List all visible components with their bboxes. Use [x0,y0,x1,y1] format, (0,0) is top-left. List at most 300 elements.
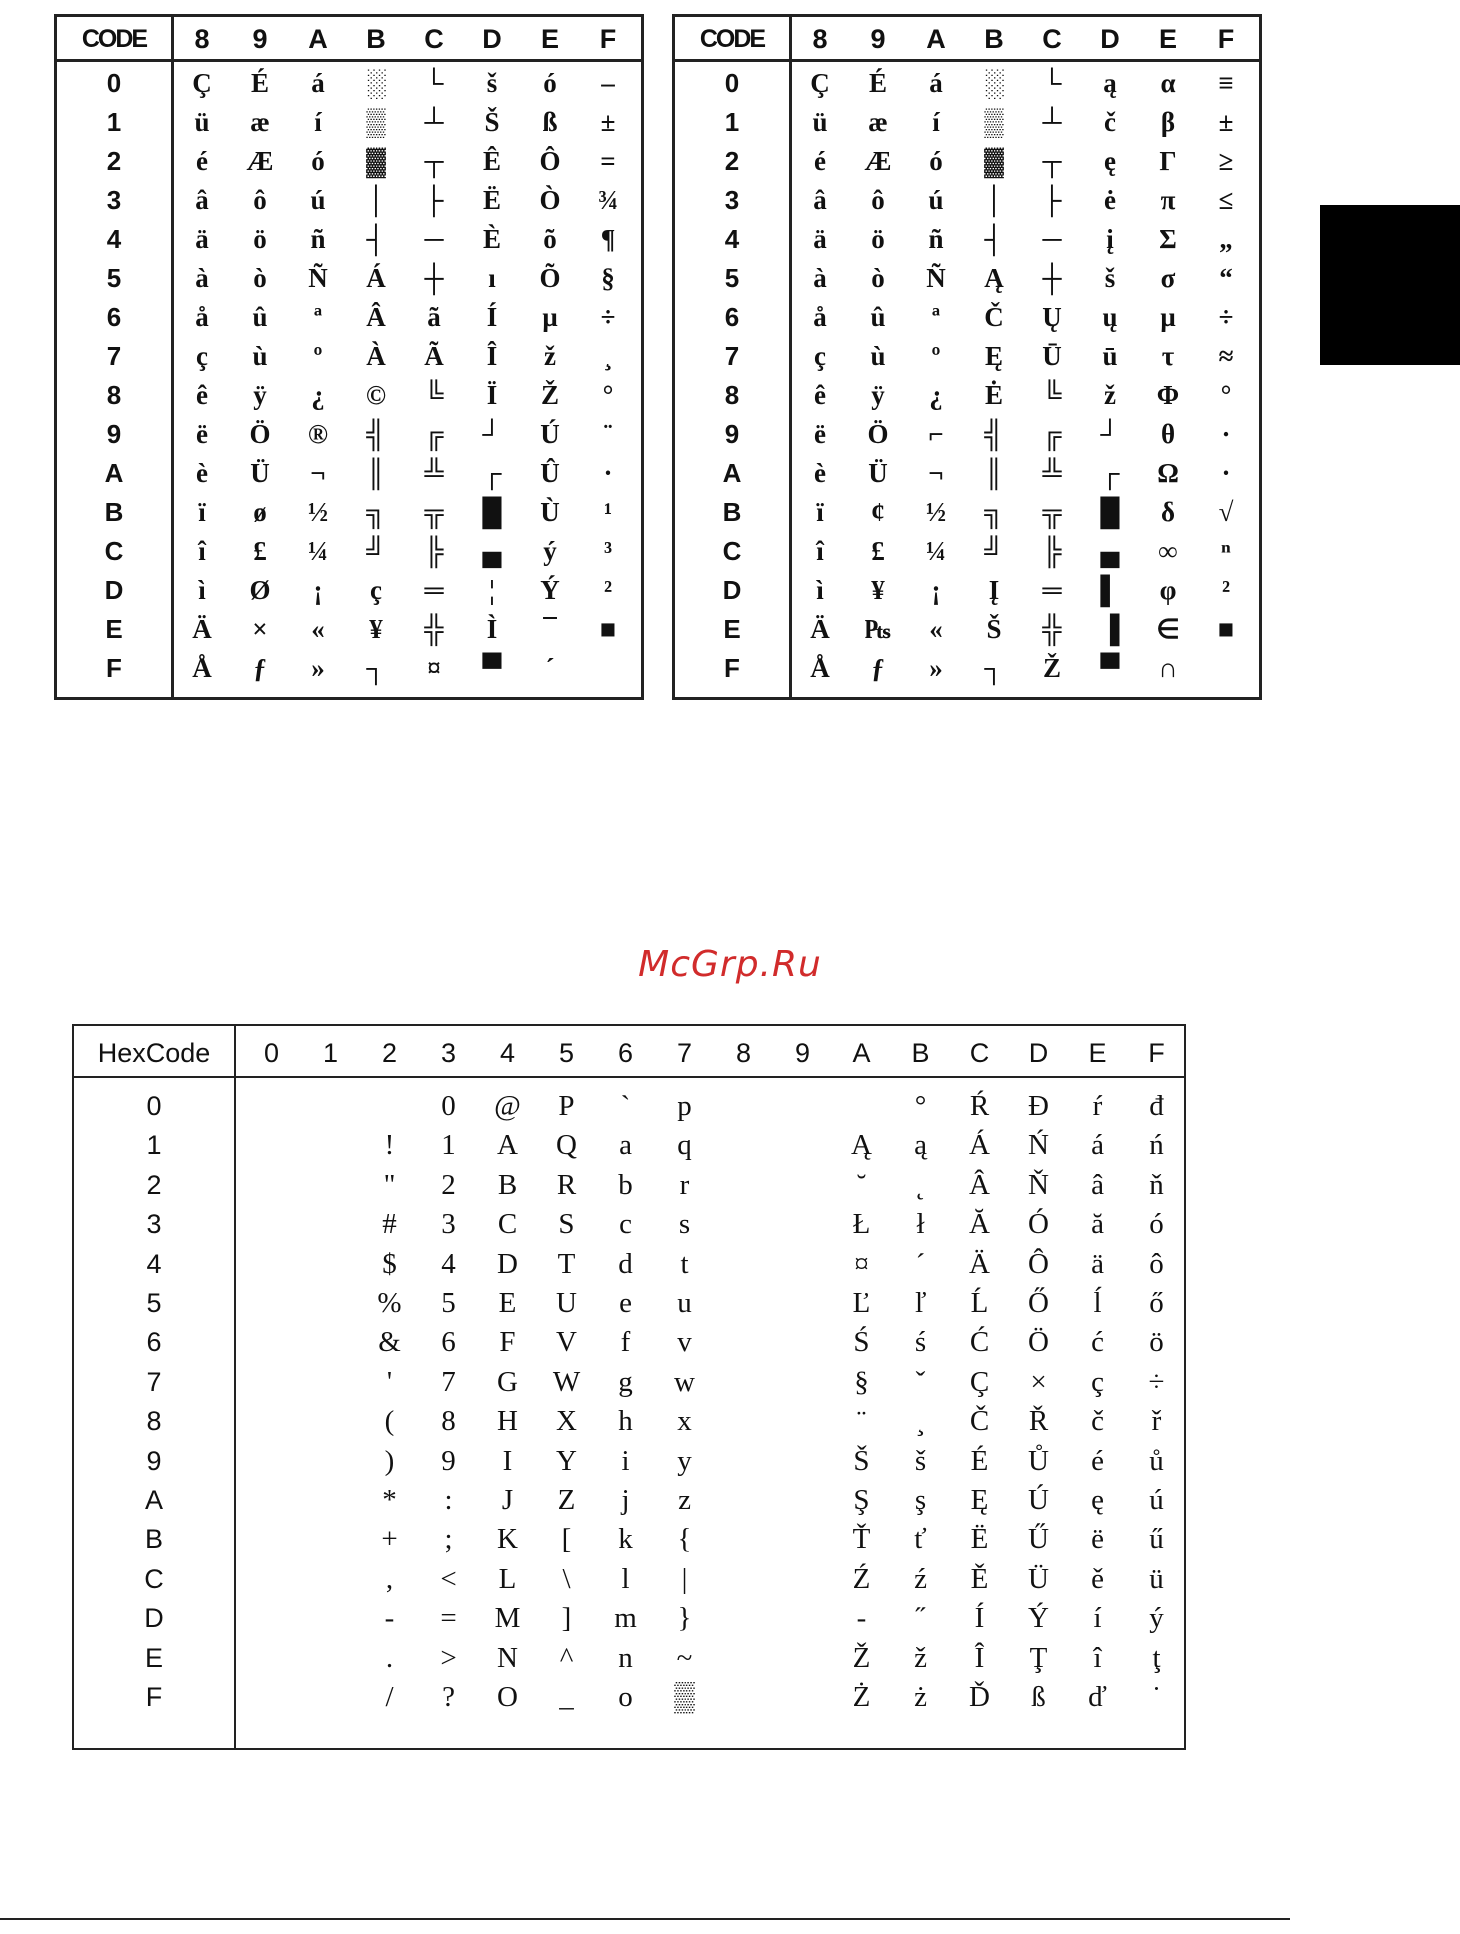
char-cell: ° [914,1090,927,1122]
char-cell: ▐ [1100,614,1120,644]
char-cell: Y [556,1444,577,1477]
char-cell: ┬ [424,146,444,176]
row-label: 7 [106,341,122,371]
char-cell: Ś [853,1326,870,1359]
char-cell: Â [366,302,386,332]
char-cell: ÷ [600,302,616,332]
char-cell: ö [871,224,885,254]
char-cell: ½ [307,497,329,527]
char-cell: 8 [441,1405,456,1438]
char-cell: β [1160,107,1176,137]
char-cell: č [1091,1405,1104,1438]
char-cell: j [621,1484,630,1516]
char-cell: î [198,536,206,566]
char-cell: ž [914,1641,927,1674]
column-header: D [482,24,502,54]
char-cell: f [620,1326,631,1359]
row-label: C [722,536,742,566]
char-cell: ╩ [1042,458,1062,488]
table-row [57,64,641,102]
char-cell: ╣ [366,419,386,449]
char-cell: õ [543,224,557,254]
char-cell [714,1559,773,1599]
char-cell: δ [1160,497,1175,527]
table-row [675,610,1259,648]
char-cell: Î [486,341,498,371]
char-cell: t [680,1247,689,1280]
char-cell: ę [1104,146,1116,176]
char-cell: Š [484,107,500,137]
char-cell [242,1125,301,1165]
char-cell: ľ [914,1287,927,1319]
char-cell: ░ [366,68,386,98]
char-cell: ┼ [424,263,444,293]
char-cell: ▌ [1100,575,1120,605]
char-cell: T [557,1247,576,1280]
row-label: 1 [106,107,122,137]
char-cell: ö [1149,1326,1164,1359]
char-cell: ┬ [1042,146,1062,176]
char-cell [301,1598,360,1638]
char-cell: Ć [969,1326,990,1359]
char-cell [773,1322,832,1362]
char-cell: § [854,1365,869,1398]
row-label: C [144,1563,164,1594]
char-cell: Ì [486,614,498,644]
char-cell: ╣ [984,419,1004,449]
char-cell: Ç [192,68,212,98]
char-cell: ¬ [928,458,944,488]
column-header: D [1028,1038,1049,1068]
char-cell: R [556,1168,577,1201]
column-header: 9 [252,24,268,54]
char-cell [579,649,637,687]
char-cell: ` [620,1090,631,1122]
char-cell: b [618,1168,633,1201]
char-cell: Ź [852,1562,871,1595]
char-cell: É [970,1444,989,1477]
char-cell [301,1559,360,1599]
char-cell: ± [1218,107,1234,137]
char-cell: Ş [853,1484,870,1516]
char-cell: È [482,224,501,254]
table-row [675,571,1259,609]
char-cell: ■ [599,614,617,644]
char-cell: ě [1091,1562,1104,1595]
char-cell: Ž [852,1641,871,1674]
char-cell: = [440,1602,457,1635]
char-cell: Ã [424,341,444,371]
char-cell: š [1104,263,1116,293]
char-cell: Ž [540,380,559,410]
row-label: F [106,653,122,683]
char-cell: ø [253,497,267,527]
table-header [675,17,1259,62]
watermark-text: McGrp.Ru [638,944,822,985]
char-cell: ó [311,146,325,176]
char-cell: d [618,1247,633,1280]
char-cell: ź [914,1562,927,1595]
char-cell: ä [1091,1247,1104,1280]
char-cell: ê [814,380,826,410]
char-cell: ó [1149,1208,1164,1241]
table-row [57,532,641,570]
char-cell: 3 [441,1208,456,1241]
section-tab-marker [1320,205,1460,365]
char-cell: z [678,1484,691,1516]
char-cell: ő [1149,1287,1164,1319]
char-cell [242,1086,301,1126]
char-cell: º [931,341,941,371]
char-cell: ª [313,302,323,332]
table-header [74,1026,1184,1078]
char-cell: Ř [1028,1405,1049,1438]
char-cell: Ω [1157,458,1179,488]
table-row [74,1362,1184,1401]
char-cell: % [377,1287,402,1319]
char-cell: ´ [545,653,555,683]
char-cell: Ł [852,1208,871,1241]
char-cell: Ų [1042,302,1062,332]
column-header: 8 [194,24,210,54]
column-header: 0 [263,1038,280,1068]
char-cell: ž [544,341,556,371]
char-cell: « [929,614,943,644]
char-cell: Î [974,1641,985,1674]
char-cell: ∞ [1158,536,1178,566]
char-cell: + [381,1523,398,1556]
char-cell: Á [366,263,386,293]
char-cell: é [196,146,208,176]
char-cell: ┌ [1100,458,1120,488]
char-cell [773,1125,832,1165]
char-cell: & [378,1326,401,1359]
char-cell: Š [986,614,1002,644]
char-cell: ´ [915,1247,926,1280]
row-label: 5 [106,263,122,293]
char-cell: Æ [864,146,892,176]
char-cell: ^ [559,1641,574,1674]
char-cell: Z [557,1484,576,1516]
char-cell: ' [386,1365,393,1398]
char-cell: ì [198,575,206,605]
char-cell: ▓ [984,146,1004,176]
char-cell: ∙ [1222,419,1230,449]
char-cell: m [614,1602,637,1635]
char-cell: } [677,1602,692,1635]
char-cell: ū [1102,341,1118,371]
table-row [675,298,1259,336]
column-header: A [308,24,328,54]
char-cell [714,1519,773,1559]
char-cell: ─ [424,224,444,254]
char-cell [714,1125,773,1165]
char-cell: ! [384,1129,395,1162]
char-cell: ú [1149,1484,1164,1516]
char-cell: w [674,1365,695,1398]
char-cell: i [621,1444,630,1477]
char-cell: $ [382,1247,397,1280]
row-label: A [722,458,742,488]
char-cell: Č [984,302,1004,332]
char-cell: × [252,614,268,644]
char-cell: H [497,1405,518,1438]
column-header: 7 [676,1038,693,1068]
char-cell: ¦ [489,575,495,605]
char-cell: Ô [539,146,561,176]
table-row [74,1559,1184,1598]
row-label: 2 [146,1169,162,1200]
row-label: 6 [724,302,740,332]
char-cell: σ [1160,263,1176,293]
char-cell: l [621,1562,630,1595]
table-row [57,610,641,648]
hexcode-header: HexCode [97,1038,211,1068]
char-cell: ž [1104,380,1116,410]
char-cell: G [497,1365,518,1398]
char-cell [773,1401,832,1441]
char-cell: " [383,1168,396,1201]
row-label: 4 [146,1248,162,1279]
table-row [57,493,641,531]
char-cell: Ľ [852,1287,871,1319]
char-cell: ╝ [984,536,1004,566]
char-cell: ł [916,1208,925,1241]
char-cell: Ü [250,458,270,488]
char-cell: _ [559,1681,574,1713]
table-row [57,571,641,609]
row-label: 1 [146,1130,162,1161]
char-cell: π [1160,185,1176,215]
char-cell [301,1086,360,1126]
char-cell: » [311,653,325,683]
char-cell: ˝ [915,1602,926,1635]
char-cell: À [366,341,386,371]
table-row [57,142,641,180]
char-cell: Ń [1028,1129,1049,1162]
char-cell [301,1322,360,1362]
column-header: 5 [558,1038,575,1068]
table-row [675,493,1259,531]
char-cell: ş [914,1484,927,1516]
table-row [74,1086,1184,1125]
char-cell: ¤ [427,653,441,683]
char-cell: ¤ [854,1247,869,1280]
table-row [675,259,1259,297]
char-cell: Ü [868,458,888,488]
char-cell: ├ [424,185,444,215]
char-cell: ò [253,263,267,293]
char-cell: ; [444,1523,453,1556]
char-cell: × [1030,1365,1047,1398]
char-cell [714,1401,773,1441]
char-cell: ï [816,497,824,527]
char-cell: ż [914,1681,927,1713]
column-header: D [1100,24,1120,54]
char-cell: ╩ [424,458,444,488]
char-cell: Ä [810,614,830,644]
table-header [57,17,641,62]
table-row [57,376,641,414]
column-header: E [540,24,559,54]
char-cell: µ [542,302,558,332]
char-cell: Ĺ [970,1287,989,1319]
char-cell [242,1401,301,1441]
char-cell: º [313,341,323,371]
char-cell: ¶ [600,224,616,254]
char-cell: ó [929,146,943,176]
char-cell: / [385,1681,394,1713]
table-row [74,1125,1184,1164]
row-label: E [144,1642,163,1673]
char-cell: ▓ [366,146,386,176]
char-cell: ¸ [603,341,613,371]
char-cell: û [252,302,268,332]
char-cell: ì [816,575,824,605]
char-cell [242,1480,301,1520]
table-row [675,181,1259,219]
char-cell: š [914,1444,927,1477]
char-cell [301,1401,360,1441]
char-cell: ¨ [603,419,613,449]
char-cell: © [365,380,387,410]
column-header: B [984,24,1004,54]
char-cell: ├ [1042,185,1062,215]
column-header: A [926,24,946,54]
char-cell: Ô [1028,1247,1049,1280]
table-row [57,220,641,258]
table-row [74,1441,1184,1480]
char-cell: é [814,146,826,176]
char-cell [773,1480,832,1520]
table-row [74,1165,1184,1204]
char-cell: ç [196,341,208,371]
row-label: D [144,1603,164,1634]
char-cell: Š [853,1444,870,1477]
row-label: 6 [106,302,122,332]
char-cell: ř [1151,1405,1162,1438]
char-cell: . [385,1641,394,1674]
char-cell [242,1441,301,1481]
char-cell: ¸ [915,1405,926,1438]
char-cell: k [618,1523,633,1556]
char-cell [714,1165,773,1205]
char-cell: I [502,1444,513,1477]
char-cell: ¿ [311,380,325,410]
row-label: 7 [146,1366,162,1397]
char-cell: ç [1091,1365,1104,1398]
char-cell: Ä [192,614,212,644]
char-cell: ╔ [424,419,444,449]
char-cell [242,1559,301,1599]
row-label: 3 [724,185,740,215]
char-cell: Á [969,1129,990,1162]
char-cell: p [677,1090,692,1122]
column-header: F [1217,24,1235,54]
char-cell: Â [969,1168,990,1201]
char-cell: Û [540,458,560,488]
char-cell: 9 [441,1444,456,1477]
char-cell: ° [1220,380,1232,410]
column-header: 3 [440,1038,457,1068]
char-cell: Ą [984,263,1004,293]
char-cell: 0 [441,1090,456,1122]
char-cell: è [814,458,826,488]
char-cell: E [498,1287,517,1319]
char-cell: ú [310,185,326,215]
char-cell [773,1559,832,1599]
char-cell: Å [810,653,830,683]
char-cell: Ť [852,1523,871,1556]
char-cell: - [856,1602,867,1635]
char-cell: ů [1149,1444,1164,1477]
row-label: 0 [724,68,740,98]
char-cell: ┼ [1042,263,1062,293]
char-cell: √ [1218,497,1234,527]
table-row [74,1598,1184,1637]
row-label: C [104,536,124,566]
char-cell: · [603,458,613,488]
char-cell: ┴ [424,107,444,137]
char-cell: 7 [441,1365,456,1398]
code-table-left [54,14,644,700]
char-cell: ö [253,224,267,254]
char-cell [301,1244,360,1284]
char-cell: ň [1149,1168,1164,1201]
char-cell: v [677,1326,692,1359]
char-cell: Ê [482,146,501,176]
char-cell: Ä [969,1247,990,1280]
char-cell [773,1519,832,1559]
char-cell: æ [250,107,270,137]
char-cell: Ó [1028,1208,1049,1241]
page-bottom-rule [0,1918,1290,1920]
char-cell [773,1086,832,1126]
char-cell: θ [1160,419,1176,449]
char-cell: 6 [441,1326,456,1359]
char-cell: ] [561,1602,572,1635]
row-label: 2 [724,146,740,176]
code-header: CODE [699,25,765,53]
char-cell [714,1322,773,1362]
char-cell: Ñ [926,263,946,293]
char-cell: ═ [1042,575,1062,605]
char-cell: U [556,1287,577,1319]
char-cell: å [813,302,827,332]
char-cell: á [929,68,943,98]
char-cell: ? [442,1681,455,1713]
char-cell: ÿ [253,380,267,410]
char-cell: Ö [867,419,889,449]
table-row [675,649,1259,687]
char-cell [242,1322,301,1362]
char-cell: ⁿ [1221,536,1231,566]
char-cell: ù [870,341,886,371]
row-label: 4 [724,224,740,254]
char-cell: Ą [851,1129,872,1162]
char-cell [301,1677,360,1717]
char-cell: │ [366,185,386,215]
char-cell: ~ [676,1641,693,1674]
char-cell: █ [482,497,502,527]
table-row [57,415,641,453]
char-cell: ė [1104,185,1116,215]
char-cell: ▒ [984,107,1004,137]
char-cell: @ [494,1090,521,1122]
char-cell: ┤ [984,224,1004,254]
char-cell: ≥ [1218,146,1234,176]
char-cell: É [250,68,269,98]
